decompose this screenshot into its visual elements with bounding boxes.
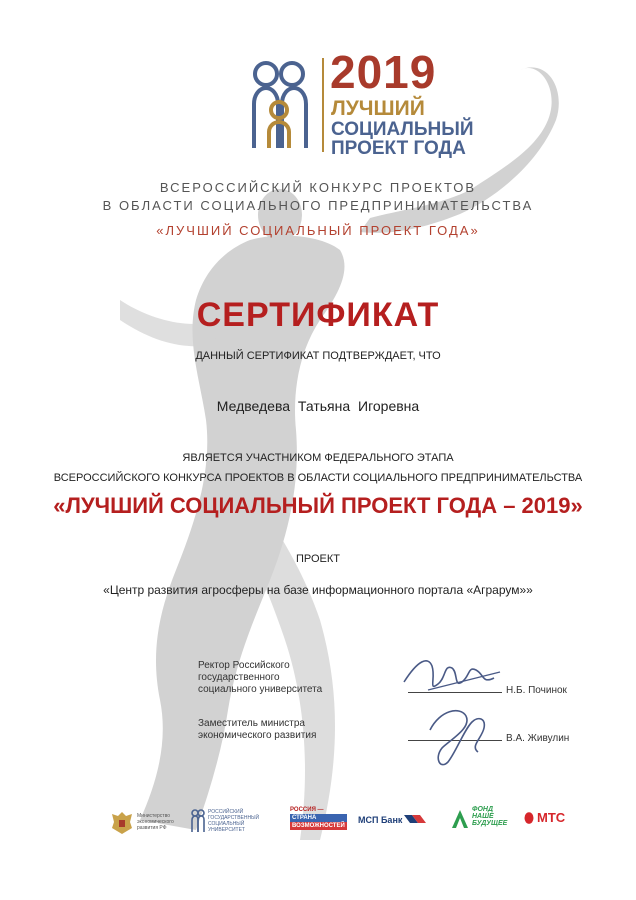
project-label: ПРОЕКТ (295, 553, 341, 565)
signature-2-scribble (420, 700, 500, 772)
logo-line-3: ПРОЕКТ ГОДА (331, 138, 466, 159)
partner-mts: МТС (537, 810, 566, 825)
logo-year: 2019 (330, 46, 437, 98)
signature-2-title-line: Заместитель министра (198, 718, 305, 729)
university-logo-icon (190, 808, 206, 834)
fund-logo-icon (450, 808, 470, 830)
contest-heading-line-3: «ЛУЧШИЙ СОЦИАЛЬНЫЙ ПРОЕКТ ГОДА» (156, 223, 480, 238)
partner-russia-line: СТРАНА (290, 814, 347, 822)
partner-university-line: РОССИЙСКИЙ (208, 809, 244, 815)
signature-1-name: Н.Б. Починок (506, 685, 567, 696)
contest-heading-line-2: В ОБЛАСТИ СОЦИАЛЬНОГО ПРЕДПРИНИМАТЕЛЬСТВА (102, 198, 534, 213)
logo-line-1: ЛУЧШИЙ (331, 97, 425, 120)
confirm-text: ДАННЫЙ СЕРТИФИКАТ ПОДТВЕРЖДАЕТ, ЧТО (195, 350, 441, 362)
partner-russia-line: РОССИЯ — (290, 807, 324, 813)
partner-ministry-line: экономического (137, 819, 174, 825)
recipient-name: Медведева Татьяна Игоревна (216, 398, 420, 414)
partner-ministry-line: Министерство (137, 813, 170, 819)
logo-divider (322, 58, 324, 152)
certificate-title: СЕРТИФИКАТ (196, 296, 440, 334)
signature-1-title-line: социального университета (198, 684, 323, 695)
partner-russia-line: ВОЗМОЖНОСТЕЙ (292, 823, 345, 829)
partner-russia (290, 806, 347, 830)
signature-1-title (198, 660, 322, 696)
msp-flag-icon (404, 813, 426, 825)
project-name: «Центр развития агросферы на базе информационного портала «Аграрум»» (103, 583, 533, 597)
partner-ministry-line: развития РФ (137, 825, 167, 831)
family-logo-icon (248, 58, 314, 154)
contest-heading-line-1: ВСЕРОССИЙСКИЙ КОНКУРС ПРОЕКТОВ (159, 180, 477, 195)
partner-university-line: СОЦИАЛЬНЫЙ (208, 821, 245, 827)
partner-university-line: УНИВЕРСИТЕТ (208, 827, 245, 833)
logo-line-2: СОЦИАЛЬНЫЙ (331, 119, 474, 140)
partner-msp-bank: МСП Банк (358, 815, 403, 825)
signature-1-title-line: Ректор Российского (198, 660, 290, 671)
coat-of-arms-icon (110, 810, 134, 836)
signature-2-name: В.А. Живулин (506, 733, 570, 744)
partner-ministry (137, 813, 174, 831)
contest-name: «ЛУЧШИЙ СОЦИАЛЬНЫЙ ПРОЕКТ ГОДА – 2019» (53, 493, 583, 518)
mts-egg-icon (524, 810, 534, 824)
signature-2-title-line: экономического развития (198, 730, 317, 741)
partner-fund-line: ФОНД (472, 806, 494, 813)
stage-line-1: ЯВЛЯЕТСЯ УЧАСТНИКОМ ФЕДЕРАЛЬНОГО ЭТАПА (182, 452, 454, 464)
partner-university (208, 809, 259, 833)
partner-fund (472, 806, 507, 827)
stage-line-2: ВСЕРОССИЙСКОГО КОНКУРСА ПРОЕКТОВ В ОБЛАСТИ СОЦИАЛЬНОГО ПРЕДПРИНИМАТЕЛЬСТВА (53, 472, 583, 484)
signature-1-scribble (398, 652, 508, 702)
signature-2-title (198, 718, 316, 742)
partner-fund-line: НАШЕ (472, 813, 494, 820)
partner-fund-line: БУДУЩЕЕ (472, 820, 508, 827)
partner-university-line: ГОСУДАРСТВЕННЫЙ (208, 815, 260, 821)
signature-1-title-line: государственного (198, 672, 280, 683)
